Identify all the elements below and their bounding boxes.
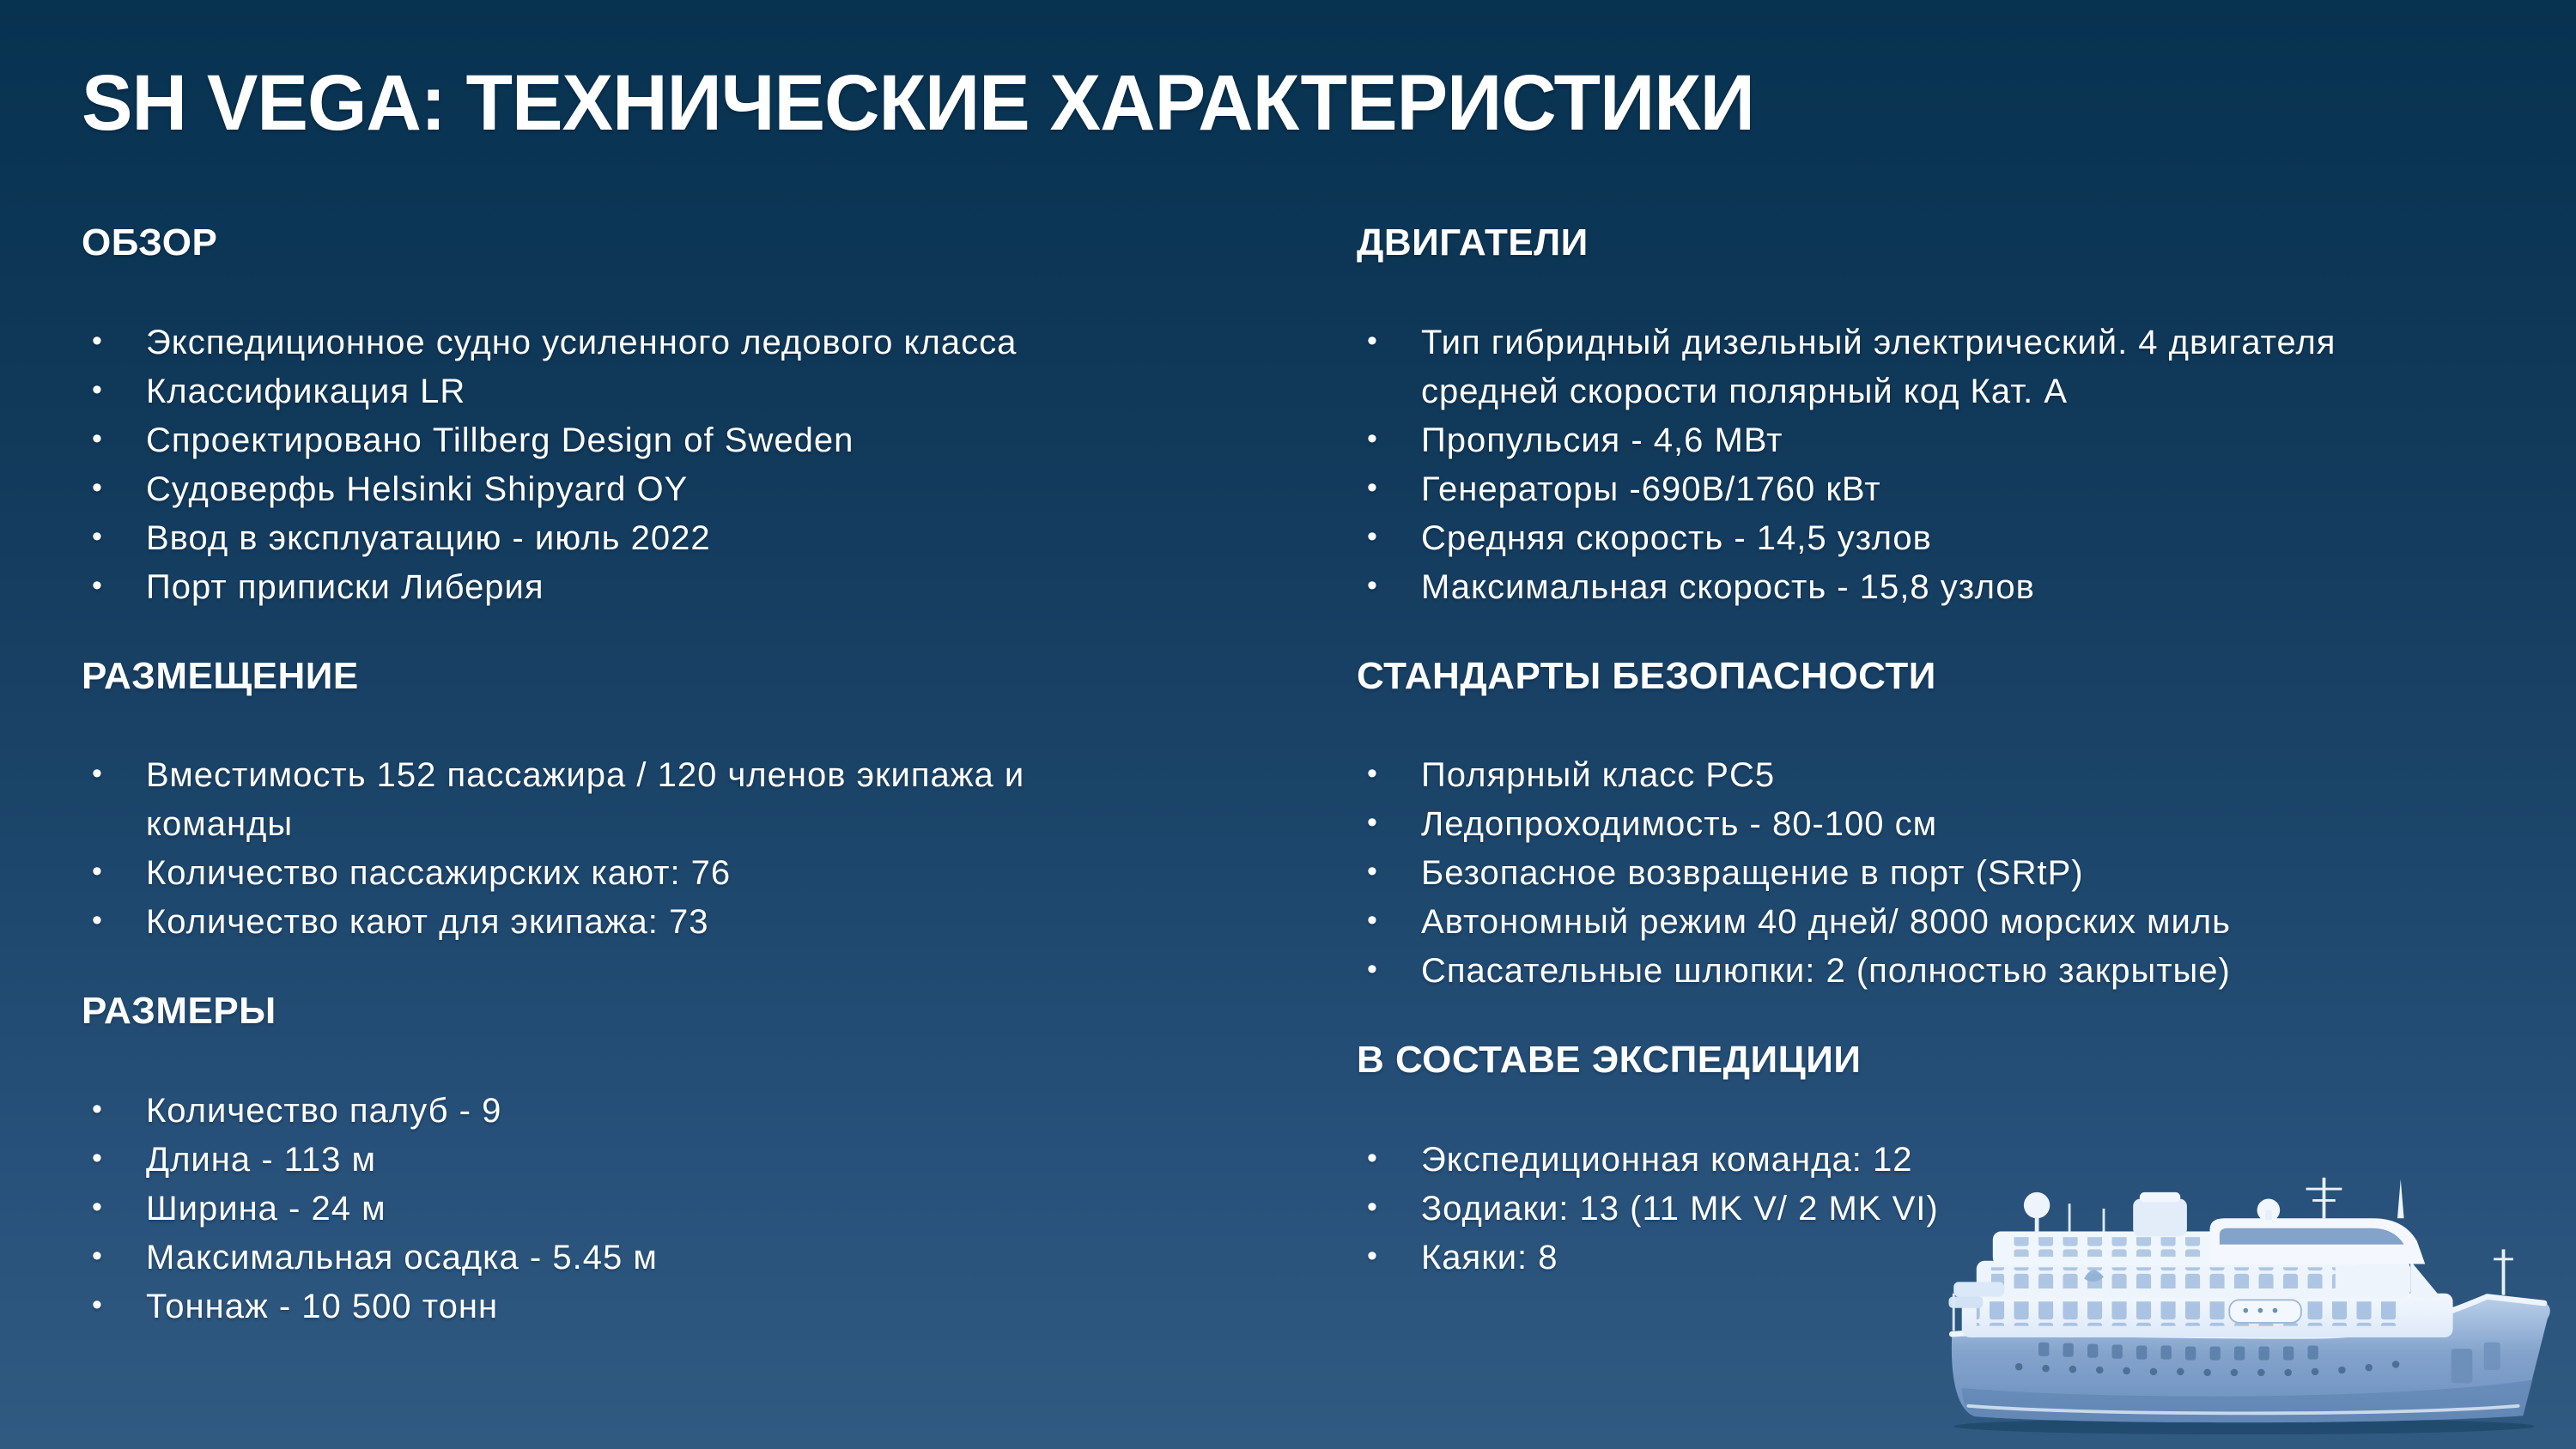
section-overview bbox=[82, 221, 1181, 612]
list-item bbox=[82, 849, 1181, 898]
bullet-icon: • bbox=[1367, 324, 1378, 357]
list-item-text: Генераторы -690В/1760 кВт bbox=[1421, 470, 1881, 508]
list-item-text: Автономный режим 40 дней/ 8000 морских миль bbox=[1421, 903, 2231, 942]
list-item bbox=[82, 1087, 1181, 1136]
list-item bbox=[1357, 416, 2353, 465]
list-item bbox=[82, 465, 1181, 514]
list-item-text: Количество пассажирских кают: 76 bbox=[146, 854, 732, 893]
list-item-text: Порт приписки Либерия bbox=[146, 567, 544, 606]
bullet-icon: • bbox=[92, 568, 103, 602]
bullet-icon: • bbox=[1367, 953, 1378, 986]
bullet-icon: • bbox=[92, 470, 103, 504]
list-item bbox=[82, 514, 1181, 563]
bullet-icon: • bbox=[92, 421, 103, 455]
list-item-text: Безопасное возвращение в порт (SRtP) bbox=[1421, 854, 2084, 893]
bullet-icon: • bbox=[92, 855, 103, 888]
list-item bbox=[82, 1136, 1181, 1185]
section-heading: СТАНДАРТЫ БЕЗОПАСНОСТИ bbox=[1357, 654, 1936, 697]
list-item bbox=[1357, 751, 2353, 800]
bullet-icon: • bbox=[1367, 421, 1378, 455]
bullet-icon: • bbox=[1367, 806, 1378, 840]
list-item bbox=[1357, 465, 2353, 514]
bullet-icon: • bbox=[1367, 1141, 1378, 1174]
bullet-icon: • bbox=[1367, 757, 1378, 791]
bullet-icon: • bbox=[92, 1239, 103, 1272]
page-title: SH VEGA: ТЕХНИЧЕСКИЕ ХАРАКТЕРИСТИКИ bbox=[82, 59, 1754, 147]
list-item-text: Ширина - 24 м bbox=[146, 1189, 386, 1228]
list-item-text: Каяки: 8 bbox=[1421, 1238, 1558, 1276]
section-heading: В СОСТАВЕ ЭКСПЕДИЦИИ bbox=[1357, 1039, 1862, 1082]
list-item bbox=[82, 898, 1181, 947]
section-accommodation bbox=[82, 655, 1181, 948]
list-item bbox=[1357, 563, 2353, 612]
list-item-text: Тип гибридный дизельный электрический. 4 двигателя средней скорости полярный код Кат. А bbox=[1421, 323, 2336, 410]
list-item-text: Спроектировано Tillberg Design of Sweden bbox=[146, 421, 854, 459]
list-item bbox=[82, 416, 1181, 465]
list-item-text: Ледопроходимость - 80-100 см bbox=[1421, 805, 1938, 844]
list-item-text: Спасательные шлюпки: 2 (полностью закрытые) bbox=[1421, 952, 2231, 991]
bullet-list bbox=[1357, 751, 2353, 996]
list-item bbox=[82, 1185, 1181, 1234]
list-item bbox=[1357, 800, 2353, 849]
list-item bbox=[82, 751, 1181, 849]
bullet-icon: • bbox=[1367, 855, 1378, 888]
bullet-icon: • bbox=[92, 1288, 103, 1321]
list-item bbox=[82, 318, 1181, 367]
section-dimensions bbox=[82, 990, 1181, 1331]
list-item-text: Вместимость 152 пассажира / 120 членов экипажа и команды bbox=[146, 756, 1025, 844]
section-safety-standards bbox=[1357, 655, 2353, 997]
list-item-text: Ввод в эксплуатацию - июль 2022 bbox=[146, 518, 711, 557]
column-left bbox=[82, 221, 1181, 1331]
list-item bbox=[1357, 947, 2353, 996]
list-item-text: Максимальная осадка - 5.45 м bbox=[146, 1238, 658, 1276]
bullet-list bbox=[82, 1087, 1181, 1331]
bullet-icon: • bbox=[92, 757, 103, 791]
bullet-icon: • bbox=[92, 1092, 103, 1125]
bullet-icon: • bbox=[1367, 904, 1378, 937]
list-item bbox=[82, 1234, 1181, 1282]
section-engines bbox=[1357, 221, 2353, 612]
bullet-icon: • bbox=[1367, 470, 1378, 504]
list-item bbox=[82, 1282, 1181, 1331]
list-item bbox=[1357, 849, 2353, 898]
list-item bbox=[1357, 898, 2353, 947]
list-item-text: Тоннаж - 10 500 тонн bbox=[146, 1287, 499, 1325]
list-item-text: Зодиаки: 13 (11 MK V/ 2 MK VI) bbox=[1421, 1189, 1939, 1228]
bullet-icon: • bbox=[92, 1141, 103, 1174]
list-item bbox=[1357, 514, 2353, 563]
list-item-text: Количество палуб - 9 bbox=[146, 1091, 502, 1130]
section-heading: РАЗМЕРЫ bbox=[82, 990, 276, 1033]
list-item bbox=[82, 367, 1181, 416]
list-item-text: Длина - 113 м bbox=[146, 1140, 377, 1179]
section-heading: РАЗМЕЩЕНИЕ bbox=[82, 654, 359, 697]
bullet-list bbox=[82, 318, 1181, 612]
list-item-text: Максимальная скорость - 15,8 узлов bbox=[1421, 567, 2035, 606]
section-heading: ОБЗОР bbox=[82, 221, 218, 264]
list-item-text: Классификация LR bbox=[146, 372, 466, 410]
list-item bbox=[1357, 318, 2353, 416]
ship-image bbox=[1932, 1174, 2569, 1435]
bullet-icon: • bbox=[1367, 1239, 1378, 1272]
bullet-icon: • bbox=[92, 324, 103, 357]
bullet-icon: • bbox=[1367, 519, 1378, 553]
list-item-text: Полярный класс PC5 bbox=[1421, 756, 1776, 795]
bullet-icon: • bbox=[92, 519, 103, 553]
list-item-text: Судоверфь Helsinki Shipyard OY bbox=[146, 470, 689, 508]
list-item bbox=[82, 563, 1181, 612]
list-item-text: Экспедиционная команда: 12 bbox=[1421, 1140, 1913, 1179]
ship-illustration bbox=[1932, 1174, 2569, 1435]
column-right bbox=[1357, 221, 2353, 1282]
bullet-list bbox=[82, 751, 1181, 947]
bullet-icon: • bbox=[92, 1190, 103, 1223]
list-item-text: Средняя скорость - 14,5 узлов bbox=[1421, 518, 1932, 557]
bullet-list bbox=[1357, 318, 2353, 612]
bullet-icon: • bbox=[1367, 1190, 1378, 1223]
bullet-icon: • bbox=[1367, 568, 1378, 602]
bullet-icon: • bbox=[92, 904, 103, 937]
list-item-text: Количество кают для экипажа: 73 bbox=[146, 903, 709, 942]
section-heading: ДВИГАТЕЛИ bbox=[1357, 221, 1589, 264]
list-item-text: Экспедиционное судно усиленного ледового класса bbox=[146, 323, 1018, 361]
bullet-icon: • bbox=[92, 373, 103, 406]
list-item-text: Пропульсия - 4,6 МВт bbox=[1421, 421, 1783, 459]
